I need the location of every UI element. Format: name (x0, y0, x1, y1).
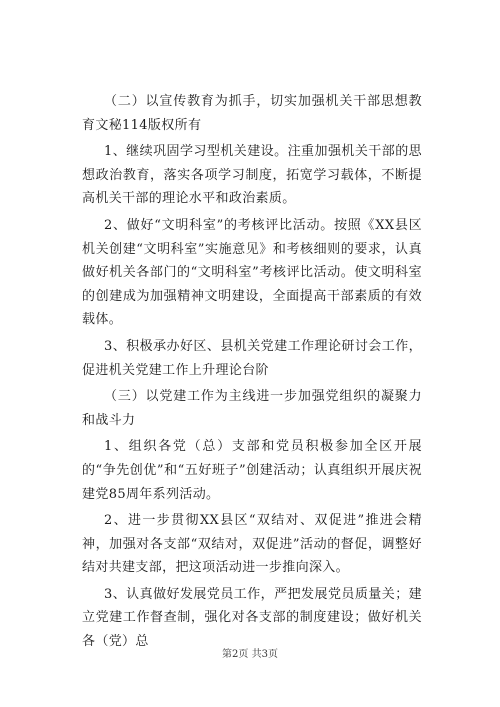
document-body (82, 90, 422, 657)
section-2-heading: （二）以宣传教育为抓手，切实加强机关干部思想教育文秘114版权所有 (82, 94, 422, 133)
paragraph-item-1: 1、继续巩固学习型机关建设。注重加强机关干部的思想政治教育，落实各项学习制度，拓宽学习载体，不断提高机关干部的理论水平和政治素质。 (82, 144, 422, 207)
paragraph-item-3b: 3、认真做好发展党员工作，严把发展党员质量关；建立党建工作督查制，强化对各支部的制度建设；做好机关各（党）总 (82, 586, 422, 650)
paragraph-item-2: 2、做好“文明科室”的考核评比活动。按照《XX县区机关创建“文明科室”实施意见》和考核细则的要求，认真做好机关各部门的“文明科室”考核评比活动。使文明科室的创建成为加强精神文明建设，全面提高干部素质的有效载体。 (82, 217, 422, 328)
paragraph-item-3: 3、积极承办好区、县机关党建工作理论研讨会工作，促进机关党建工作上升理论台阶 (82, 338, 422, 378)
section-3-heading: （三）以党建工作为主线进一步加强党组织的凝聚力和战斗力 (82, 389, 422, 428)
paragraph-item-1b: 1、组织各党（总）支部和党员积极参加全区开展的“争先创优”和“五好班子”创建活动；认真组织开展庆祝建党85周年系列活动。 (82, 439, 422, 502)
page-number-footer: 第2页 共3页 (222, 649, 278, 660)
paragraph-item-2b: 2、进一步贯彻XX县区“双结对、双促进”推进会精神，加强对各支部“双结对，双促进”活动的督促，调整好结对共建支部，把这项活动进一步推向深入。 (82, 513, 422, 576)
